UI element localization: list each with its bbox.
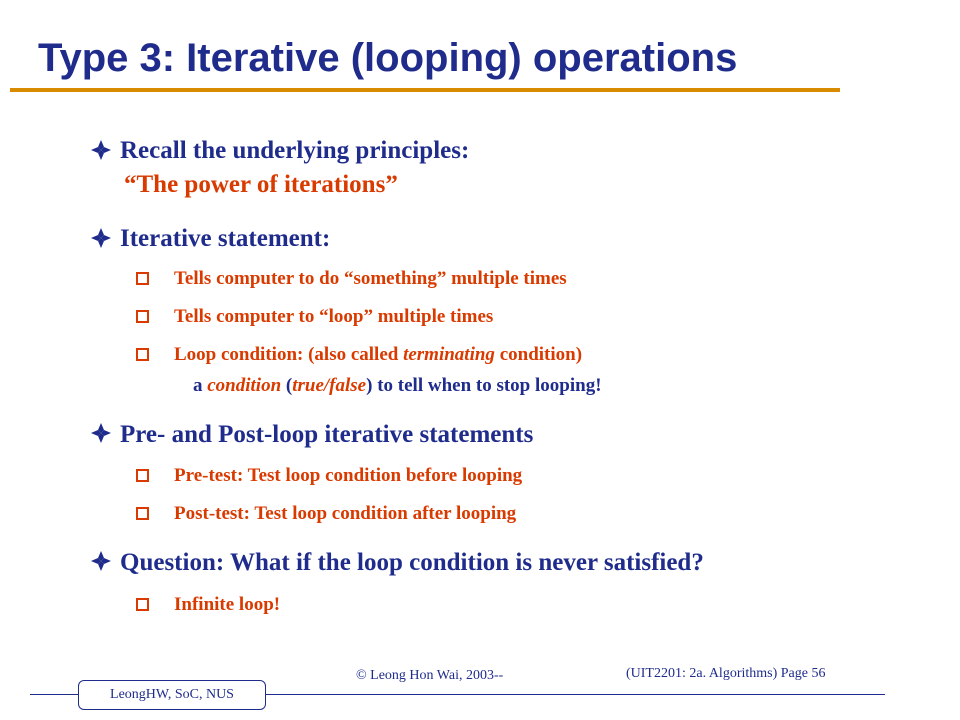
bullet-question: Question: What if the loop condition is never satisfied? [120, 549, 704, 576]
sub-bullet-pre-test: Pre-test: Test loop condition before looping [174, 465, 523, 486]
diamond-bullet-icon [90, 550, 112, 572]
sub-bullet-loop-condition: Loop condition: (also called terminating condition) [174, 344, 583, 365]
square-bullet-icon [136, 348, 149, 361]
footer-author-box: LeongHW, SoC, NUS [78, 680, 266, 710]
bullet-recall-quote: “The power of iterations” [124, 171, 398, 198]
footer-copyright: © Leong Hon Wai, 2003-- [356, 668, 504, 683]
bullet-iterative-statement: Iterative statement: [120, 225, 331, 252]
footer-page-reference: (UIT2201: 2a. Algorithms) Page 56 [626, 666, 826, 681]
bullet-pre-post-loop: Pre- and Post-loop iterative statements [120, 421, 534, 448]
sub-bullet-post-test: Post-test: Test loop condition after looping [174, 503, 517, 524]
square-bullet-icon [136, 310, 149, 323]
sub-bullet-something: Tells computer to do “something” multiple times [174, 268, 567, 289]
sub-bullet-loop-condition-detail: a condition (true/false) to tell when to stop looping! [193, 375, 602, 396]
slide-title: Type 3: Iterative (looping) operations [38, 36, 738, 80]
square-bullet-icon [136, 507, 149, 520]
bullet-recall: Recall the underlying principles: [120, 137, 470, 164]
diamond-bullet-icon [90, 422, 112, 444]
sub-bullet-loop: Tells computer to “loop” multiple times [174, 306, 494, 327]
diamond-bullet-icon [90, 139, 112, 161]
square-bullet-icon [136, 598, 149, 611]
square-bullet-icon [136, 272, 149, 285]
diamond-bullet-icon [90, 227, 112, 249]
square-bullet-icon [136, 469, 149, 482]
sub-bullet-infinite-loop: Infinite loop! [174, 594, 281, 615]
